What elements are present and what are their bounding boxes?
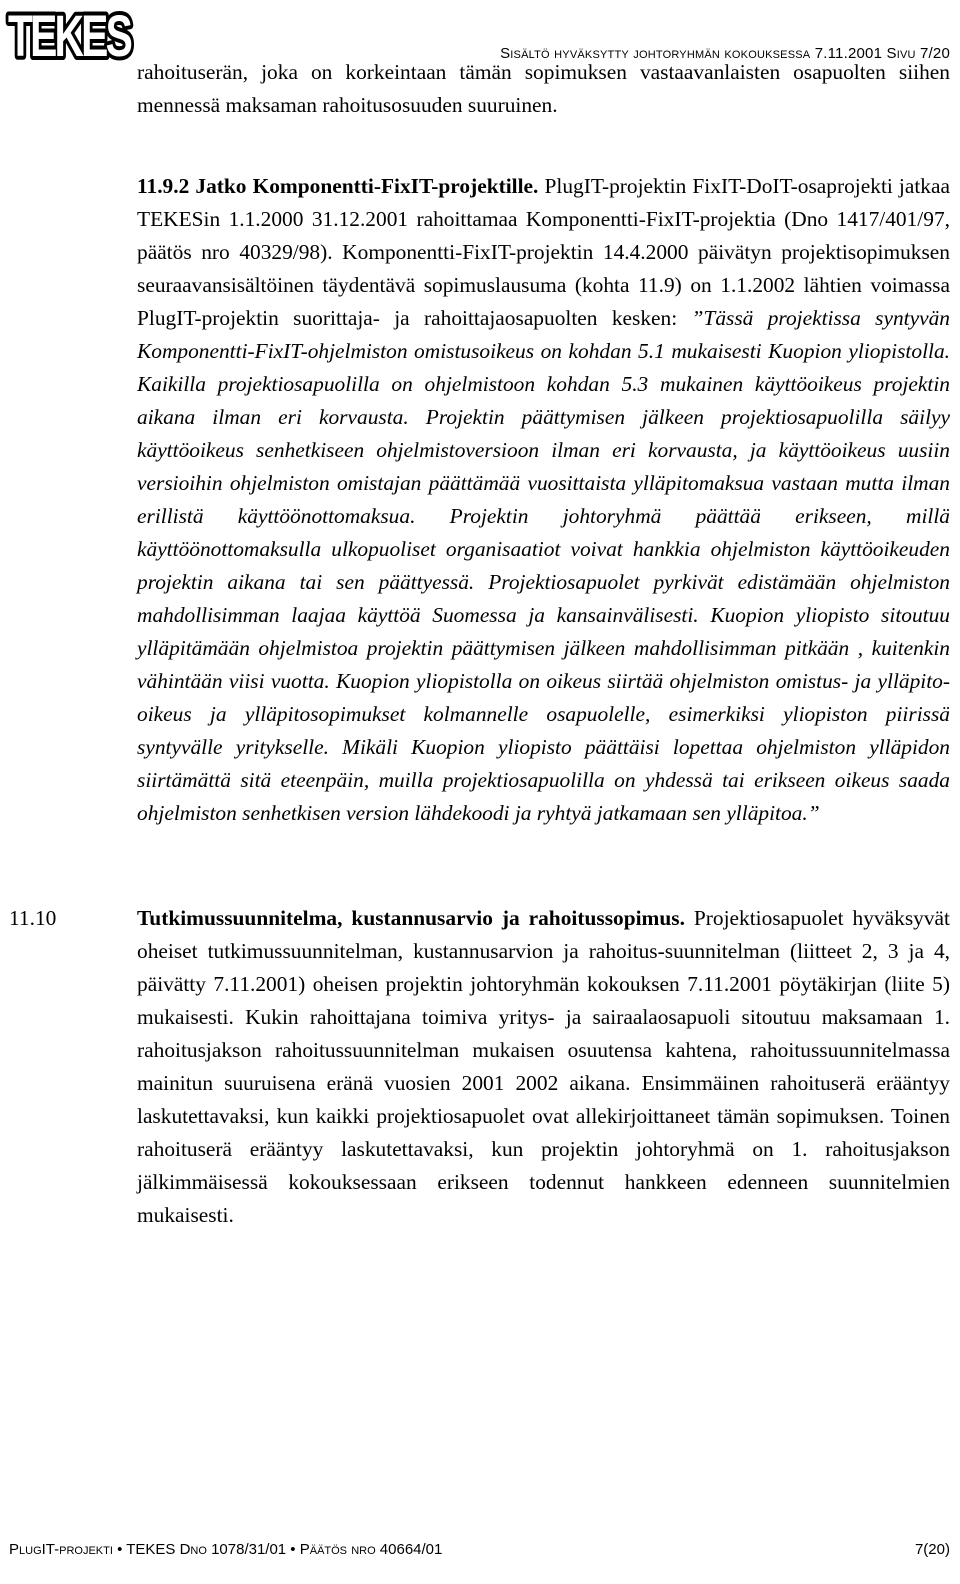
paragraph-continuation: rahoituserän, joka on korkeintaan tämän sopimuksen vastaavanlaisten osapuolten siihen mennessä maksaman rahoitusosuuden suuruinen. <box>137 60 950 117</box>
section-11-9-2-heading: 11.9.2 Jatko Komponentti-FixIT-projektille. <box>137 174 539 198</box>
section-11-9-2 <box>137 170 950 830</box>
tekes-logo-mark <box>8 4 136 69</box>
page-footer <box>9 1541 950 1558</box>
footer-left: PlugIT-projekti • TEKES Dno 1078/31/01 • Päätös nro 40664/01 <box>9 1541 443 1558</box>
section-11-10-heading: Tutkimussuunnitelma, kustannusarvio ja rahoitussopimus. <box>137 906 685 930</box>
logo-text: TEKES <box>8 4 132 69</box>
section-11-9-2-text: PlugIT-projektin FixIT-DoIT-osaprojekti jatkaa TEKESin 1.1.2000 31.12.2001 rahoittamaa Komponentti-FixIT-projektia (Dno 1417/401/97, päätös nro 40329/98). Komponentti-FixIT-projektin 14.4.2000 päivätyn projektisopimuksen seuraavansisältöinen täydentävä sopimuslausuma (kohta 11.9) on 1.1.2002 lähtien voimassa PlugIT-projektin suorittaja- ja rahoittajaosapuolten kesken: <box>137 174 950 330</box>
tekes-logo <box>8 4 136 69</box>
section-11-10 <box>137 902 950 1232</box>
section-number-11-10: 11.10 <box>9 906 57 930</box>
page-header: Sisältö hyväksytty johtoryhmän kokouksessa 7.11.2001 Sivu 7/20 <box>500 45 950 62</box>
section-11-9-2-quote: ”Tässä projektissa syntyvän Komponentti-FixIT-ohjelmiston omistusoikeus on kohdan 5.1 mukaisesti Kuopion yliopistolla. Kaikilla projektiosapuolilla on ohjelmistoon kohdan 5.3 mukainen käyttöoikeus projektin aikana ilman eri korvausta. Projektin päättymisen jälkeen projektiosapuolilla säilyy käyttöoikeus senhetkiseen ohjelmistoversioon ilman eri korvausta, ja käyttöoikeus uusiin versioihin ohjelmiston omistajan päättämää vuosittaista ylläpitomaksua vastaan mutta ilman erillistä käyttöönottomaksua. Projektin johtoryhmä päättää erikseen, millä käyttöönottomaksulla ulkopuoliset organisaatiot voivat hankkia ohjelmiston käyttöoikeuden projektin aikana tai sen päättyessä. Projektiosapuolet pyrkivät edistämään ohjelmiston mahdollisimman laajaa käyttöä Suomessa ja kansainvälisesti. Kuopion yliopisto sitoutuu ylläpitämään ohjelmistoa projektin päättymisen jälkeen mahdollisimman pitkään , kuitenkin vähintään viisi vuotta. Kuopion yliopistolla on oikeus siirtää ohjelmiston omistus- ja ylläpito-oikeus ja ylläpitosopimukset kolmannelle osapuolelle, esimerkiksi yliopiston piirissä syntyvälle yritykselle. Mikäli Kuopion yliopisto päättäisi lopettaa ohjelmiston ylläpidon siirtämättä sitä eteenpäin, muilla projektiosapuolilla on yhdessä tai erikseen oikeus saada ohjelmiston senhetkisen version lähdekoodi ja ryhtyä jatkamaan sen ylläpitoa.” <box>137 306 950 825</box>
footer-page-number: 7(20) <box>914 1541 950 1558</box>
section-11-10-text: Projektiosapuolet hyväksyvät oheiset tutkimussuunnitelman, kustannusarvion ja rahoitus-suunnitelman (liitteet 2, 3 ja 4, päivätty 7.11.2001) oheisen projektin johtoryhmän kokouksen 7.11.2001 pöytäkirjan (liite 5) mukaisesti. Kukin rahoittajana toimiva yritys- ja sairaalaosapuoli sitoutuu maksamaan 1. rahoitusjakson rahoitussuunnitelman mukaisen osuutensa kahtena, rahoitussuunnitelmassa mainitun suuruisena eränä vuosien 2001 2002 aikana. Ensimmäinen rahoituserä erääntyy laskutettavaksi, kun kaikki projektiosapuolet ovat allekirjoittaneet tämän sopimuksen. Toinen rahoituserä erääntyy laskutettavaksi, kun projektin johtoryhmä on 1. rahoitusjakson jälkimmäisessä kokouksessaan erikseen todennut hankkeen edenneen suunnitelmien mukaisesti. <box>137 906 950 1227</box>
